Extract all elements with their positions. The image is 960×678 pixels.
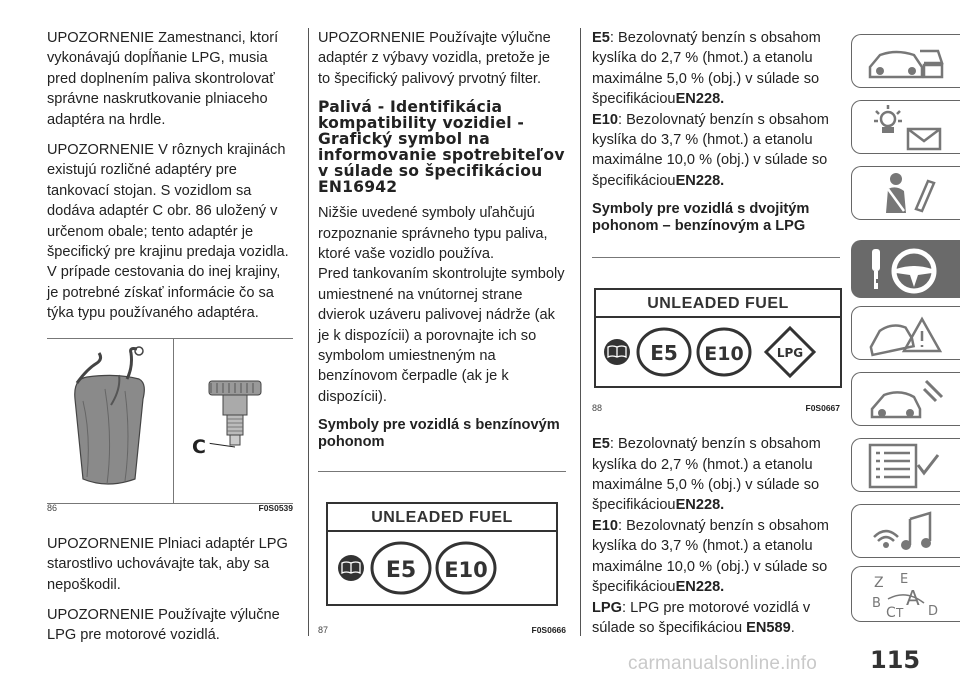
figure-divider: [173, 339, 174, 503]
fuel-spec: EN589: [746, 619, 791, 636]
warning-lights-icon: [866, 103, 946, 153]
index-letter: B: [872, 596, 881, 611]
column-3: [592, 28, 840, 648]
fuel-spec: EN228.: [675, 497, 725, 514]
key-steering-wheel-icon: [866, 243, 946, 297]
figure-number: 88: [592, 402, 603, 413]
index-letter: C: [886, 605, 896, 621]
warning-paragraph: UPOZORNENIE Používajte výlučne adaptér z výbavy vozidla, pretože je to špecifický palivový prvotný filter.: [318, 30, 551, 87]
e10-symbol-text: E10: [444, 558, 488, 583]
tab-warning-lights[interactable]: [851, 100, 960, 154]
fuel-definition-e5: [592, 28, 840, 110]
index-letter: D: [928, 604, 939, 619]
figure-letter-c: C: [192, 435, 206, 458]
fuel-key: E10: [592, 111, 618, 128]
fuel-key: E10: [592, 517, 618, 534]
fuel-desc: : Bezolovnatý benzín s obsahom kyslíka do 3,7 % (hmot.) a etanolu maximálne 10,0 % (obj.) v súlade so špecifikáciou: [592, 517, 829, 596]
watermark: carmanualsonline.info: [628, 653, 818, 674]
body-paragraph: Nižšie uvedené symboly uľahčujú rozpoznanie správneho typu paliva, ktoré vaše vozidlo používa.: [318, 205, 548, 263]
figure-code: F0S0666: [531, 624, 566, 635]
alphabetical-index-icon: [866, 569, 946, 621]
e5-symbol-text: E5: [385, 558, 417, 584]
column-1: [47, 28, 293, 656]
technical-data-checklist-icon: [866, 441, 946, 491]
fuel-definition-e10: [592, 516, 840, 598]
fuel-spec: EN228.: [675, 172, 725, 189]
index-letter: Z: [874, 575, 884, 591]
fuel-label-title: UNLEADED FUEL: [371, 509, 513, 527]
fuel-key: E5: [592, 436, 610, 453]
fuel-desc: : LPG pre motorové vozidlá v súlade so špecifikáciou: [592, 599, 811, 636]
fuel-definition-e10: [592, 110, 840, 192]
lpg-symbol-text: LPG: [776, 346, 804, 361]
warning-paragraph: UPOZORNENIE Plniaci adaptér LPG starostlivo uchovávajte tak, aby sa nepoškodil.: [47, 535, 288, 593]
warning-paragraph: UPOZORNENIE V rôznych krajinách existujú rozličné adaptéry pre tankovací stojan. S vozidlom sa dodáva adaptér C obr. 86 uložený v určenom obale; tento adaptér je špecifický pre krajinu predaja vozidla. V prípade cestovania do inej krajiny, je potrebné získať informácie čo sa týka typu používaného adaptéra.: [47, 142, 289, 322]
figure-number: 87: [318, 624, 329, 635]
tab-roadside-emergency[interactable]: [851, 306, 960, 360]
subheading: Symboly pre vozidlá s benzínovým pohonom: [318, 417, 560, 451]
tab-key-steering-wheel[interactable]: [851, 240, 960, 298]
fuel-desc: : Bezolovnatý benzín s obsahom kyslíka do 2,7 % (hmot.) a etanolu maximálne 5,0 % (obj.) v súlade so špecifikáciou: [592, 436, 821, 514]
figure-number: 86: [47, 503, 58, 514]
tab-car-dashboard[interactable]: [851, 34, 960, 88]
period: .: [790, 619, 795, 636]
tab-seatbelt-airbag[interactable]: [851, 166, 960, 220]
multimedia-icon: [866, 507, 946, 557]
figure-88: [592, 257, 840, 416]
page-number: 115: [870, 646, 921, 674]
fuel-desc: : Bezolovnatý benzín s obsahom kyslíka do 2,7 % (hmot.) a etanolu maximálne 5,0 % (obj.) v súlade so špecifikáciou: [592, 30, 821, 108]
tab-maintenance[interactable]: [851, 372, 960, 426]
fuel-spec: EN228.: [675, 579, 725, 596]
fuel-label: [326, 502, 558, 606]
seatbelt-airbag-icon: [866, 169, 946, 219]
fuel-symbols: [328, 532, 556, 602]
lpg-adapter-illustration: [47, 339, 293, 503]
index-letter: T: [896, 606, 904, 620]
fuel-key: E5: [592, 30, 610, 46]
tab-alphabetical-index[interactable]: [851, 566, 960, 622]
column-2: [318, 28, 566, 638]
maintenance-icon: [866, 375, 946, 425]
fuel-spec: EN228.: [675, 91, 725, 108]
car-dashboard-icon: [866, 37, 946, 87]
figure-code: F0S0667: [805, 402, 840, 413]
e5-symbol-text: E5: [650, 341, 678, 366]
index-letter: E: [900, 572, 909, 587]
subheading: Symboly pre vozidlá s dvojitým pohonom – benzínovým a LPG: [592, 201, 810, 235]
tab-multimedia[interactable]: [851, 504, 960, 558]
column-divider: [580, 28, 581, 636]
fuel-label: [594, 288, 842, 388]
tab-technical-data[interactable]: [851, 438, 960, 492]
e10-symbol-text: E10: [704, 343, 744, 366]
warning-paragraph: UPOZORNENIE Zamestnanci, ktorí vykonávajú dopĺňanie LPG, musia pred doplnením paliva skontrolovať správne naskrutkovanie plniaceho adaptéra na hrdle.: [47, 30, 279, 128]
column-divider: [308, 28, 309, 636]
body-paragraph: Pred tankovaním skontrolujte symboly umiestnené na vnútornej strane dvierok uzáveru palivovej nádrže (ak je k dispozícii) a porovnajte ich so symbolom umiestneným na benzínovom čerpadle (ak je k dispozícii).: [318, 266, 565, 405]
section-heading: Palivá - Identifikácia kompatibility vozidiel - Grafický symbol na informovanie spotrebiteľov v súlade so špecifikáciou EN16942: [318, 98, 565, 197]
warning-paragraph: UPOZORNENIE Používajte výlučne LPG pre motorové vozidlá.: [47, 606, 280, 644]
fuel-definition-e5: [592, 434, 840, 516]
fuel-key: LPG: [592, 599, 622, 616]
roadside-emergency-icon: [866, 309, 946, 359]
fuel-desc: : Bezolovnatý benzín s obsahom kyslíka do 3,7 % (hmot.) a etanolu maximálne 10,0 % (obj.) v súlade so špecifikáciou: [592, 111, 829, 189]
chapter-tabs: [851, 0, 960, 678]
figure-code: F0S0539: [258, 503, 293, 514]
fuel-definition-lpg: [592, 598, 840, 639]
fuel-label-title: UNLEADED FUEL: [647, 295, 789, 313]
figure-87: [318, 471, 566, 638]
fuel-symbols: [596, 318, 840, 386]
figure-86: [47, 338, 293, 514]
index-letter: A: [906, 586, 920, 610]
